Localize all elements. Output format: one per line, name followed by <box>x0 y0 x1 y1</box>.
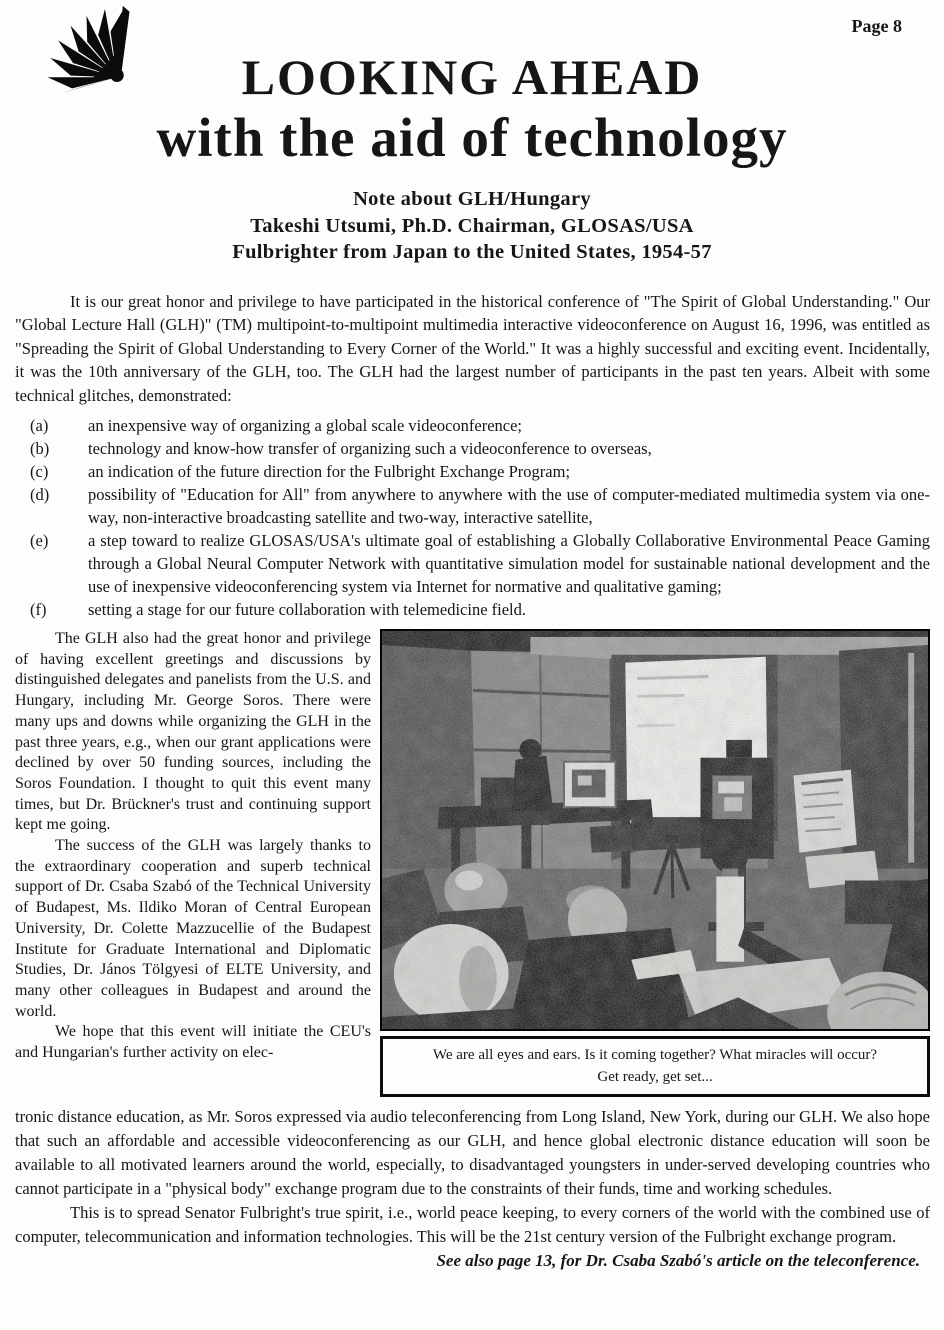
continuation-paragraph: tronic distance education, as Mr. Soros expressed via audio teleconferencing from Long Island, New York, during our GLH. We also hope that such an affordable and accessible videoconferencing as our GLH, and hence global electronic distance education will soon be available to all motivated learners around the world, especially, to disadvantaged youngsters in under-served developing countries who cannot participate in a "physical body" exchange program due to the constraints of their funds, time and working schedules. <box>15 1107 930 1198</box>
list-item <box>30 483 930 529</box>
list-item-text: technology and know-how transfer of organizing such a videoconference to overseas, <box>88 439 652 458</box>
list-item-text: possibility of "Education for All" from anywhere to anywhere with the use of computer-mediated multimedia system via one-way, non-interactive broadcasting satellite and two-way, interactive satellite, <box>88 485 930 527</box>
list-item-label: (d) <box>30 485 50 504</box>
photo-caption-line2: Get ready, get set... <box>597 1069 713 1085</box>
list-item-label: (c) <box>30 462 49 481</box>
photo-caption-line1: We are all eyes and ears. Is it coming together? What miracles will occur? <box>432 1047 878 1063</box>
body-paragraph: The success of the GLH was largely thanks to the extraordinary cooperation and superb technical support of Dr. Csaba Szabó of the Technical University of Budapest, Ms. Ildiko Moran of Central European University, Dr. Colette Mazzucellie of the Budapest Institute for Graduate International and Diplomatic Studies, Dr. János Tölgyesi of ELTE University, and many other colleagues in Budapest and around the world. <box>15 837 371 1020</box>
left-text-column <box>15 629 371 1064</box>
list-item-label: (b) <box>30 439 50 458</box>
body-paragraph: The GLH also had the great honor and privilege of having excellent greetings and discussions by distinguished delegates and panelists from the U.S. and Hungary, including Mr. George Soros. There were many ups and downs while organizing the GLH in the past three years, e.g., when our grant applications were declined by over 50 funding sources, including the Soros Foundation. I thought to quit this event many times, but Dr. Brückner's trust and continuing support kept me going. <box>15 630 371 834</box>
list-item-label: (a) <box>30 416 49 435</box>
subtitle-author: Takeshi Utsumi, Ph.D. Chairman, GLOSAS/USA <box>250 214 694 237</box>
see-also-note: See also page 13, for Dr. Csaba Szabó's article on the teleconference. <box>436 1251 920 1270</box>
list-item-text: an inexpensive way of organizing a global scale videoconference; <box>88 416 523 435</box>
subtitle-author-detail: Fulbrighter from Japan to the United States, 1954-57 <box>232 241 712 263</box>
conference-room-photo <box>380 629 930 1031</box>
two-column-section <box>15 629 930 1097</box>
list-item-text: setting a stage for our future collaboration with telemedicine field. <box>88 600 527 619</box>
photo-caption <box>380 1036 930 1097</box>
newsletter-fan-logo-icon <box>36 2 144 90</box>
list-item <box>30 437 930 460</box>
article-title-line2: with the aid of technology <box>156 107 788 168</box>
demonstration-list <box>30 414 930 621</box>
closing-paragraph: This is to spread Senator Fulbright's true spirit, i.e., world peace keeping, to every corners of the world with the combined use of computer, telecommunication and information technologies. This will be the 21st century version of the Fulbright exchange program. <box>15 1203 930 1246</box>
list-item <box>30 414 930 437</box>
list-item-text: a step toward to realize GLOSAS/USA's ultimate goal of establishing a Globally Collaborative Environmental Peace Gaming through a Global Neural Computer Network with quantitative simulation model for sustainable national development and the use of inexpensive videoconferencing system via Internet for normative and qualitative gaming; <box>88 531 930 596</box>
page-number: Page 8 <box>851 16 902 36</box>
list-item-label: (f) <box>30 600 47 619</box>
article-subtitle <box>0 186 944 266</box>
conference-photo-figure <box>380 629 930 1097</box>
intro-paragraph: It is our great honor and privilege to have participated in the historical conference of "The Spirit of Global Understanding." Our "Global Lecture Hall (GLH)" (TM) multipoint-to-multipoint multimedia interactive videoconference on August 16, 1996, was entitled as "Spreading the Spirit of Global Understanding to Every Corner of the World." It was a highly successful and exciting event. Incidentally, it was the 10th anniversary of the GLH, too. The GLH had the largest number of participants in the past ten years. Albeit with some technical glitches, demonstrated: <box>15 291 930 405</box>
list-item <box>30 460 930 483</box>
list-item-label: (e) <box>30 531 49 550</box>
subtitle-note: Note about GLH/Hungary <box>353 188 591 210</box>
body-paragraph: We hope that this event will initiate the CEU's and Hungarian's further activity on elec- <box>15 1023 371 1062</box>
list-item-text: an indication of the future direction for the Fulbright Exchange Program; <box>88 462 571 481</box>
list-item <box>30 529 930 598</box>
article-title-line1: LOOKING AHEAD <box>241 49 703 105</box>
list-item <box>30 598 930 621</box>
